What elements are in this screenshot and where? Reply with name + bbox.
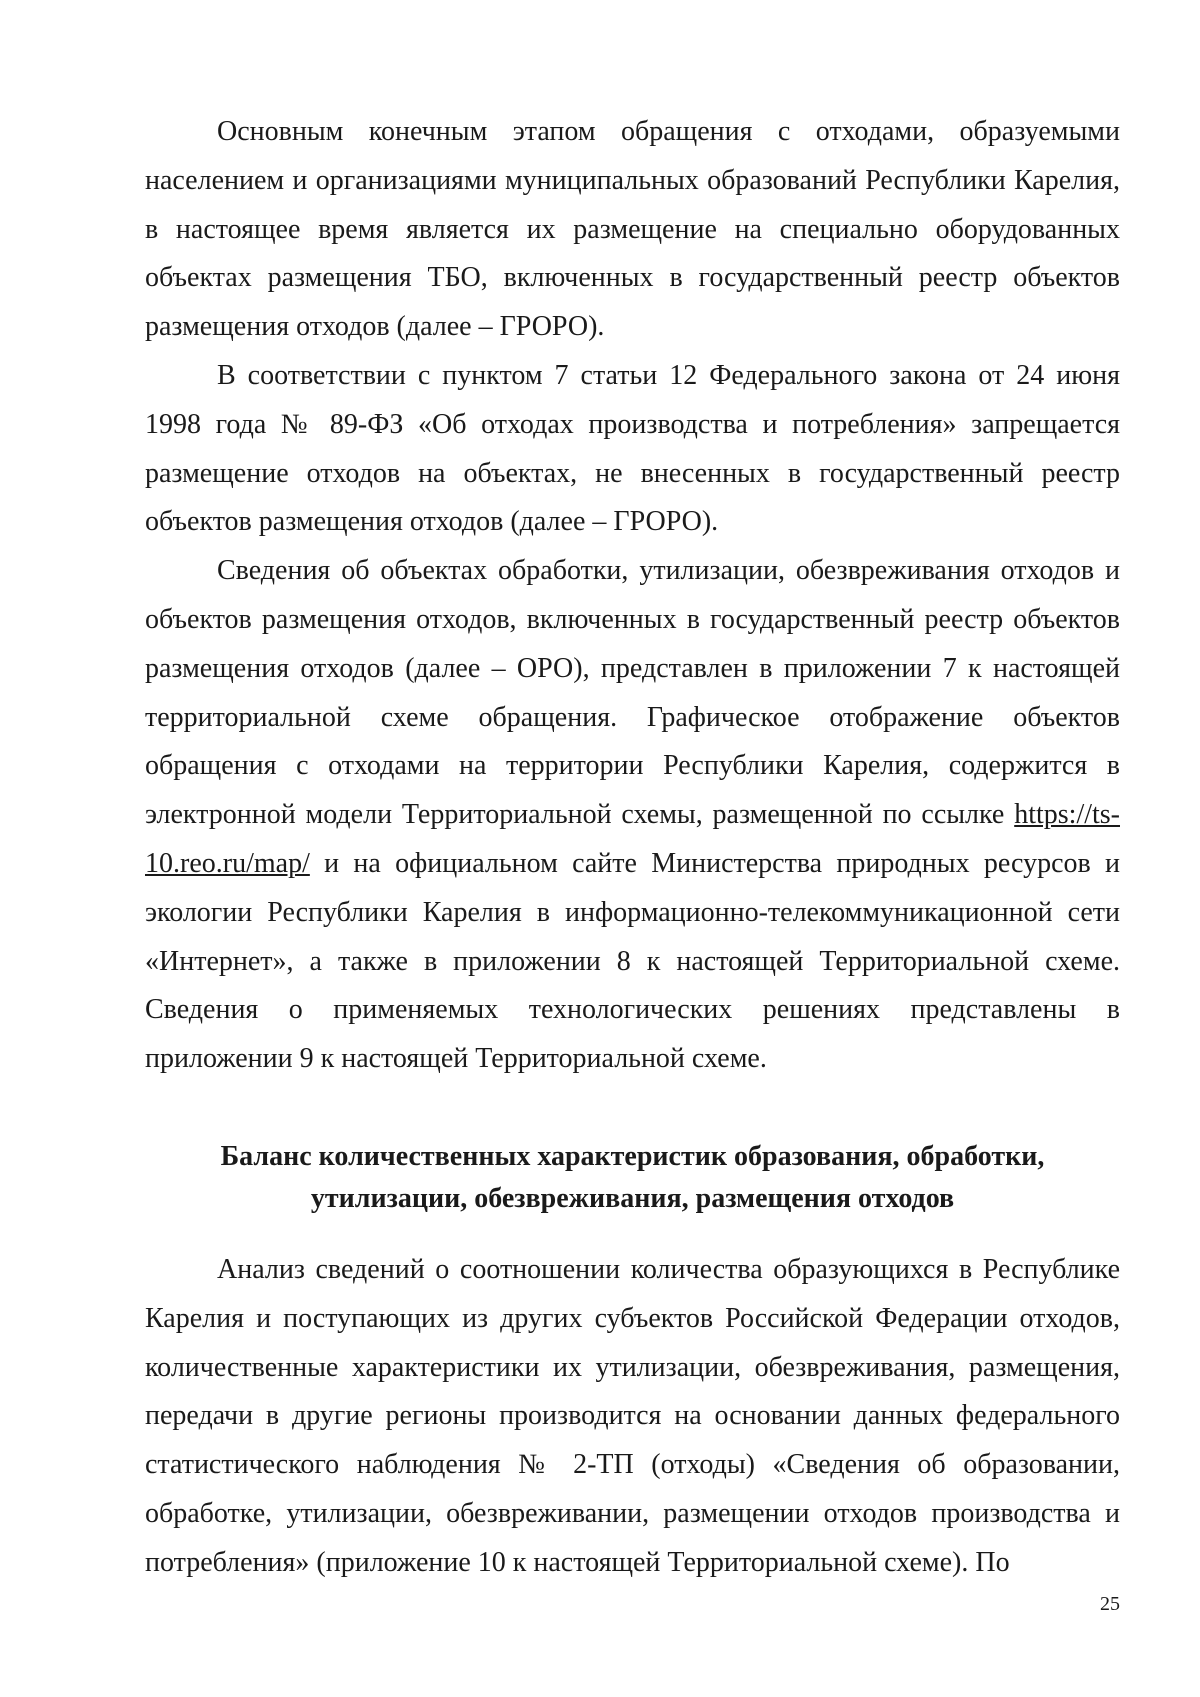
section-title: Баланс количественных характеристик образования, обработки, утилизации, обезвреживания, размещения отходов	[220, 1140, 1045, 1214]
paragraph-balance-analysis	[145, 1246, 1120, 1588]
paragraph-text-before-link: Сведения об объектах обработки, утилизации, обезвреживания отходов и объектов размещения отходов, включенных в государственный реестр объектов размещения отходов (далее – ОРО), представлен в приложении 7 к настоящей территориальной схеме обращения. Графическое отображение объектов обращения с отходами на территории Республики Карелия, содержится в электронной модели Территориальной схемы, размещенной по ссылке	[145, 555, 1120, 831]
paragraph-text-after-link: и на официальном сайте Министерства природных ресурсов и экологии Республики Карелия в информационно-телекоммуникационной сети «Интернет», а также в приложении 8 к настоящей Территориальной схеме. Сведения о применяемых технологических решениях представлены в приложении 9 к настоящей Территориальной схеме.	[145, 847, 1120, 1075]
paragraph-text: Основным конечным этапом обращения с отходами, образуемыми населением и организациями муниципальных образований Республики Карелия, в настоящее время является их размещение на специально оборудованных объектах размещения ТБО, включенных в государственный реестр объектов размещения отходов (далее – ГРОРО).	[145, 116, 1120, 343]
document-page	[145, 108, 1120, 1588]
paragraph-text: Анализ сведений о соотношении количества образующихся в Республике Карелия и поступающих из других субъектов Российской Федерации отходов, количественные характеристики их утилизации, обезвреживания, размещения, передачи в другие регионы производится на основании данных федерального статистического наблюдения № 2-ТП (отходы) «Сведения об образовании, обработке, утилизации, обезвреживании, размещении отходов производства и потребления» (приложение 10 к настоящей Территориальной схеме). По	[145, 1253, 1120, 1578]
page-number: 25	[1100, 1593, 1120, 1615]
paragraph-objects-info	[145, 547, 1120, 1084]
paragraph-text: В соответствии с пунктом 7 статьи 12 Федерального закона от 24 июня 1998 года № 89-ФЗ «Об отходах производства и потребления» запрещается размещение отходов на объектах, не внесенных в государственный реестр объектов размещения отходов (далее – ГРОРО).	[145, 359, 1120, 538]
paragraph-federal-law	[145, 352, 1120, 547]
map-link[interactable]: https://ts-10.reo.ru/map/	[145, 799, 1120, 879]
paragraph-final-stage	[145, 108, 1120, 352]
